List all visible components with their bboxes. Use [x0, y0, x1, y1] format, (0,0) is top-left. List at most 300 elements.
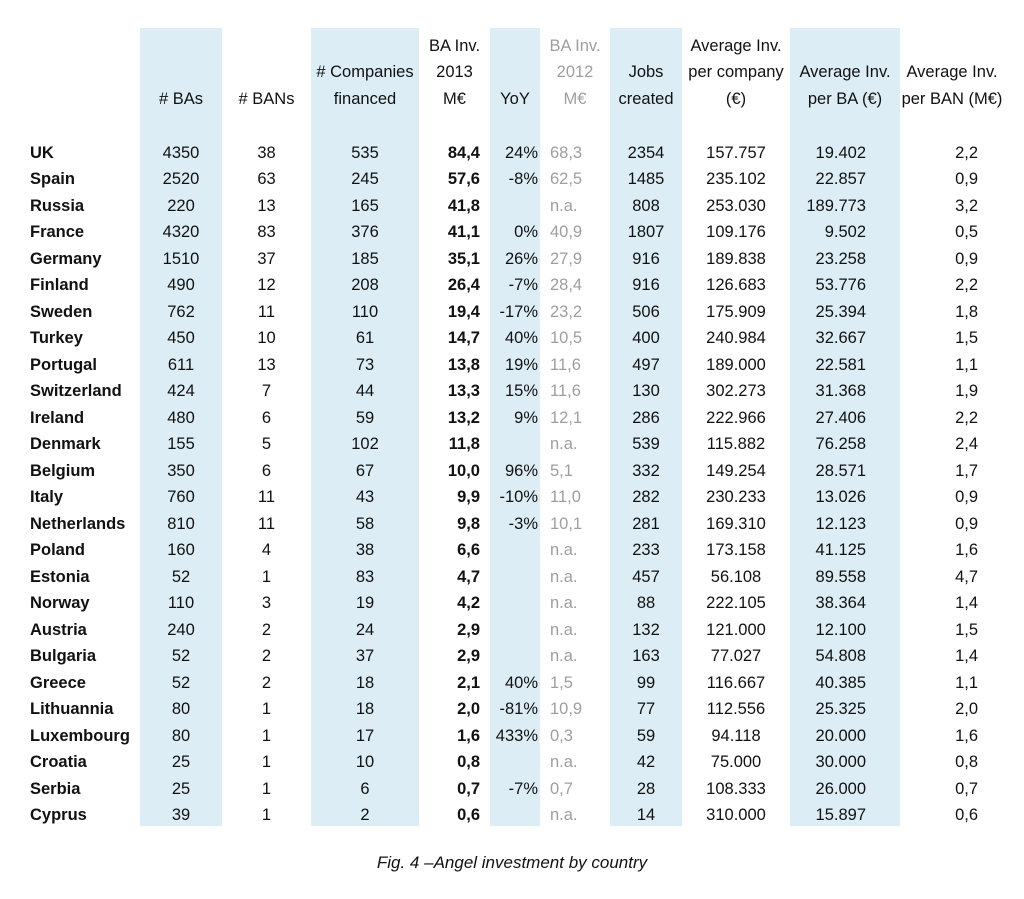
avg-company-cell: 169.310 [706, 514, 766, 533]
yoy-header: YoY [500, 89, 530, 108]
jobs-cell: 99 [636, 673, 656, 692]
table-row [18, 220, 1004, 247]
table-row [18, 458, 1004, 485]
table-row [18, 538, 1004, 565]
inv-2012-cell: 40,9 [550, 223, 583, 242]
avg-ban-cell: 1,6 [955, 726, 978, 745]
inv-2013-cell: 35,1 [447, 249, 480, 268]
avg-ban-cell: 0,8 [955, 753, 978, 772]
inv-2013-cell: 2,9 [457, 620, 480, 639]
jobs-cell: 916 [632, 276, 660, 295]
bas-cell: 155 [167, 435, 195, 454]
bas-cell: 52 [171, 647, 191, 666]
jobs-cell: 281 [632, 514, 660, 533]
country-cell: Portugal [30, 355, 97, 374]
inv-2012-cell: n.a. [550, 806, 578, 825]
bans-cell: 1 [261, 700, 272, 719]
country-cell: Luxembourg [30, 726, 130, 745]
jobs-cell: 233 [632, 541, 660, 560]
avg-ban-cell: 1,9 [955, 382, 978, 401]
avg-ba-cell: 20.000 [815, 726, 866, 745]
avg-ba-cell: 27.406 [815, 408, 866, 427]
inv-2013-cell: 13,2 [447, 408, 480, 427]
yoy-cell: -7% [508, 779, 538, 798]
avg-ban-cell: 1,4 [955, 647, 978, 666]
jobs-cell: 332 [632, 461, 660, 480]
avg-ba-cell: 54.808 [815, 647, 866, 666]
inv-2012-cell: n.a. [550, 541, 578, 560]
inv-2013-cell: 11,8 [448, 435, 480, 454]
bas-cell: 762 [167, 302, 195, 321]
avg-ba-cell: 9.502 [824, 223, 866, 242]
yoy-cell: -17% [499, 302, 538, 321]
country-cell: Belgium [30, 461, 96, 480]
yoy-cell: 26% [504, 249, 538, 268]
yoy-cell [490, 750, 540, 777]
bans-cell: 11 [257, 302, 276, 321]
table-row [18, 379, 1004, 406]
country-cell: Ireland [30, 408, 85, 427]
avg-company-cell: 77.027 [710, 647, 762, 666]
avg-company-cell: 302.273 [706, 382, 766, 401]
bas-cell: 760 [167, 488, 195, 507]
avg-ban-cell: 1,7 [955, 461, 978, 480]
bas-cell: 52 [171, 673, 191, 692]
inv-2012-cell: n.a. [550, 647, 578, 666]
avg-company-cell: 157.757 [706, 143, 766, 162]
inv-2013-cell: 4,2 [457, 594, 480, 613]
avg-ba-cell: 40.385 [815, 673, 866, 692]
table-row [18, 511, 1004, 538]
country-cell: Spain [30, 170, 75, 189]
inv-2013-cell: 2,0 [457, 700, 480, 719]
jobs-cell: 2354 [627, 143, 665, 162]
companies-cell: 24 [355, 620, 375, 639]
avg-company-cell: 235.102 [706, 170, 766, 189]
table-row [18, 326, 1004, 353]
inv-2013-cell: 19,4 [447, 302, 480, 321]
table-row [18, 617, 1004, 644]
country-cell: Greece [30, 673, 86, 692]
avg-company-cell: 116.667 [706, 673, 766, 692]
avg-ba-cell: 189.773 [806, 196, 866, 215]
jobs-cell: 539 [632, 435, 660, 454]
inv-2012-cell: 1,5 [550, 673, 573, 692]
avg-ba-cell: 22.857 [815, 170, 866, 189]
bas-cell: 1510 [162, 249, 200, 268]
avg-company-cell: 109.176 [706, 223, 766, 242]
bas-cell: 2520 [162, 170, 200, 189]
bas-cell: 25 [171, 779, 191, 798]
inv-2013-cell: 10,0 [447, 461, 480, 480]
yoy-cell: 9% [514, 408, 538, 427]
companies-cell: 19 [355, 594, 375, 613]
inv-2012-cell: n.a. [550, 567, 578, 586]
inv-2013-cell: 41,8 [447, 196, 480, 215]
bas-cell: 52 [171, 567, 191, 586]
inv-2012-cell: 23,2 [550, 302, 583, 321]
angel-investment-table [18, 30, 1004, 829]
table-row [18, 485, 1004, 512]
yoy-cell: 24% [504, 143, 538, 162]
country-cell: France [30, 223, 85, 242]
inv-2012-cell: 10,1 [550, 514, 583, 533]
avg-ban-cell: 1,5 [955, 329, 978, 348]
country-cell: Cyprus [30, 806, 87, 825]
bans-cell: 1 [261, 779, 272, 798]
jobs-cell: 1807 [627, 223, 665, 242]
table-row [18, 750, 1004, 777]
inv-2012-cell: 11,6 [550, 355, 581, 374]
bas-cell: 39 [171, 806, 191, 825]
country-header [18, 30, 140, 114]
inv-2012-cell: 10,5 [550, 329, 583, 348]
inv-2013-cell: 13,3 [447, 382, 480, 401]
country-cell: Germany [30, 249, 102, 268]
bans-cell: 2 [261, 647, 272, 666]
inv-2013-cell: 41,1 [447, 223, 480, 242]
avg-company-header: Average Inv. per company (€) [688, 36, 784, 108]
yoy-cell [490, 193, 540, 220]
yoy-cell [490, 617, 540, 644]
inv-2012-header: BA Inv. 2012 M€ [549, 36, 601, 108]
inv-2012-cell: 62,5 [550, 170, 583, 189]
table-row [18, 723, 1004, 750]
country-cell: Serbia [30, 779, 81, 798]
companies-cell: 2 [360, 806, 370, 825]
country-cell: Estonia [30, 567, 90, 586]
avg-ban-header: Average Inv. per BAN (M€) [901, 63, 1003, 108]
jobs-cell: 59 [636, 726, 656, 745]
avg-ban-cell: 2,0 [955, 700, 978, 719]
inv-2013-cell: 6,6 [457, 541, 480, 560]
avg-ba-cell: 22.581 [815, 355, 866, 374]
bas-cell: 4350 [162, 143, 200, 162]
inv-2013-cell: 0,6 [457, 806, 480, 825]
companies-cell: 73 [355, 355, 375, 374]
companies-cell: 102 [351, 435, 379, 454]
table-row [18, 167, 1004, 194]
companies-cell: 6 [360, 779, 370, 798]
avg-ban-cell: 2,4 [955, 435, 978, 454]
companies-cell: 58 [355, 514, 375, 533]
avg-ban-cell: 0,9 [955, 249, 978, 268]
companies-cell: 110 [351, 302, 379, 321]
avg-ban-cell: 0,7 [955, 779, 978, 798]
yoy-cell [490, 803, 540, 830]
avg-company-cell: 173.158 [706, 541, 766, 560]
companies-cell: 44 [355, 382, 375, 401]
header-row [18, 30, 1004, 114]
country-cell: Croatia [30, 753, 87, 772]
inv-2013-header: BA Inv. 2013 M€ [428, 36, 481, 108]
bans-cell: 37 [257, 249, 276, 268]
country-cell: Austria [30, 620, 87, 639]
yoy-cell: -3% [508, 514, 538, 533]
companies-cell: 67 [355, 461, 375, 480]
companies-cell: 185 [351, 249, 379, 268]
yoy-cell: -81% [499, 700, 538, 719]
avg-company-cell: 149.254 [706, 461, 766, 480]
jobs-cell: 457 [632, 567, 660, 586]
inv-2013-cell: 14,7 [447, 329, 480, 348]
inv-2012-cell: 11,0 [550, 488, 581, 507]
jobs-cell: 42 [636, 753, 656, 772]
jobs-cell: 506 [632, 302, 660, 321]
inv-2013-cell: 13,8 [447, 355, 480, 374]
avg-ba-cell: 12.100 [815, 620, 866, 639]
avg-ba-cell: 25.394 [815, 302, 866, 321]
jobs-cell: 14 [636, 806, 656, 825]
avg-company-cell: 189.838 [706, 249, 766, 268]
inv-2012-cell: n.a. [550, 196, 578, 215]
jobs-cell: 282 [632, 488, 660, 507]
jobs-cell: 88 [636, 594, 656, 613]
inv-2012-cell: 5,1 [550, 461, 573, 480]
avg-ban-cell: 0,6 [955, 806, 978, 825]
inv-2013-cell: 0,8 [457, 753, 480, 772]
bas-cell: 240 [167, 620, 195, 639]
avg-ba-cell: 53.776 [815, 276, 866, 295]
table-row [18, 140, 1004, 167]
inv-2012-cell: 68,3 [550, 143, 583, 162]
avg-company-cell: 121.000 [706, 620, 766, 639]
table-row [18, 246, 1004, 273]
companies-cell: 208 [351, 276, 379, 295]
avg-ba-cell: 28.571 [815, 461, 866, 480]
country-cell: Turkey [30, 329, 83, 348]
avg-ba-cell: 25.325 [815, 700, 866, 719]
yoy-cell: 40% [504, 673, 538, 692]
yoy-cell [490, 644, 540, 671]
yoy-cell [490, 538, 540, 565]
avg-company-cell: 75.000 [710, 753, 762, 772]
bas-cell: 490 [167, 276, 195, 295]
table-row [18, 591, 1004, 618]
bans-cell: 6 [261, 408, 272, 427]
country-cell: Russia [30, 196, 85, 215]
bas-cell: 80 [171, 726, 191, 745]
jobs-cell: 132 [632, 620, 660, 639]
avg-ba-cell: 31.368 [815, 382, 866, 401]
avg-ban-cell: 0,9 [955, 170, 978, 189]
table-row [18, 273, 1004, 300]
companies-cell: 38 [355, 541, 375, 560]
avg-ban-cell: 2,2 [955, 276, 978, 295]
bas-cell: 110 [167, 594, 195, 613]
avg-ba-cell: 26.000 [815, 779, 866, 798]
companies-cell: 59 [355, 408, 375, 427]
bas-cell: 480 [167, 408, 195, 427]
inv-2013-cell: 2,1 [457, 673, 480, 692]
bans-cell: 1 [261, 567, 272, 586]
avg-ban-cell: 0,9 [955, 514, 978, 533]
companies-cell: 37 [355, 647, 375, 666]
yoy-cell: 0% [514, 223, 538, 242]
table-row [18, 299, 1004, 326]
avg-ban-cell: 2,2 [955, 143, 978, 162]
avg-company-cell: 175.909 [706, 302, 766, 321]
inv-2013-cell: 84,4 [447, 143, 480, 162]
inv-2012-cell: 0,7 [550, 779, 573, 798]
bas-cell: 80 [171, 700, 191, 719]
inv-2012-cell: 11,6 [550, 382, 581, 401]
avg-ba-cell: 32.667 [815, 329, 866, 348]
country-cell: Netherlands [30, 514, 126, 533]
companies-cell: 18 [355, 700, 375, 719]
table-row [18, 670, 1004, 697]
table-row [18, 776, 1004, 803]
inv-2013-cell: 2,9 [457, 647, 480, 666]
bans-cell: 3 [261, 594, 272, 613]
inv-2013-cell: 0,7 [457, 779, 480, 798]
bas-cell: 810 [167, 514, 195, 533]
avg-company-cell: 56.108 [710, 567, 762, 586]
inv-2012-cell: n.a. [550, 753, 578, 772]
avg-company-cell: 112.556 [706, 700, 766, 719]
table-row [18, 803, 1004, 830]
companies-cell: 83 [355, 567, 375, 586]
avg-ba-cell: 38.364 [815, 594, 866, 613]
jobs-cell: 400 [632, 329, 660, 348]
avg-ban-cell: 0,5 [955, 223, 978, 242]
bans-cell: 4 [261, 541, 272, 560]
table-row [18, 432, 1004, 459]
avg-ban-cell: 0,9 [955, 488, 978, 507]
companies-cell: 10 [355, 753, 375, 772]
companies-cell: 61 [355, 329, 375, 348]
avg-ba-cell: 76.258 [815, 435, 866, 454]
yoy-cell [490, 564, 540, 591]
yoy-cell: -7% [508, 276, 538, 295]
country-cell: Sweden [30, 302, 93, 321]
inv-2012-cell: n.a. [550, 435, 578, 454]
avg-ba-cell: 15.897 [815, 806, 866, 825]
bans-cell: 1 [261, 753, 272, 772]
bas-cell: 611 [167, 355, 195, 374]
yoy-cell: 15% [504, 382, 538, 401]
bans-cell: 5 [261, 435, 272, 454]
avg-ba-cell: 30.000 [815, 753, 866, 772]
avg-ba-cell: 12.123 [815, 514, 866, 533]
avg-ba-cell: 19.402 [815, 143, 866, 162]
yoy-cell [490, 432, 540, 459]
bans-cell: 1 [261, 726, 272, 745]
avg-company-cell: 189.000 [706, 355, 766, 374]
jobs-header: Jobs created [618, 63, 674, 108]
figure-caption: Fig. 4 –Angel investment by country [376, 853, 648, 872]
companies-cell: 18 [355, 673, 375, 692]
inv-2013-cell: 9,8 [457, 514, 480, 533]
bans-cell: 12 [257, 276, 276, 295]
yoy-cell: -8% [508, 170, 538, 189]
country-cell: Italy [30, 488, 64, 507]
bans-cell: 63 [257, 170, 276, 189]
country-cell: Bulgaria [30, 647, 97, 666]
bans-cell: 13 [257, 355, 276, 374]
bans-cell: 38 [257, 143, 276, 162]
bans-header: # BANs [238, 89, 295, 108]
table-row [18, 564, 1004, 591]
bas-header: # BAs [158, 89, 204, 108]
companies-cell: 245 [351, 170, 379, 189]
companies-cell: 376 [351, 223, 379, 242]
yoy-cell: 433% [495, 726, 538, 745]
companies-cell: 17 [355, 726, 375, 745]
avg-ba-cell: 23.258 [815, 249, 866, 268]
bans-cell: 11 [257, 514, 276, 533]
jobs-cell: 497 [632, 355, 660, 374]
table-row [18, 352, 1004, 379]
jobs-cell: 808 [632, 196, 660, 215]
jobs-cell: 130 [632, 382, 660, 401]
country-cell: Norway [30, 594, 90, 613]
table-row [18, 405, 1004, 432]
bas-cell: 4320 [162, 223, 200, 242]
bas-cell: 160 [167, 541, 195, 560]
bans-cell: 13 [257, 196, 276, 215]
country-cell: Poland [30, 541, 86, 560]
avg-ba-header: Average Inv. per BA (€) [799, 63, 891, 108]
avg-company-cell: 126.683 [706, 276, 766, 295]
bans-cell: 2 [261, 673, 272, 692]
bans-cell: 7 [261, 382, 272, 401]
inv-2013-cell: 57,6 [447, 170, 480, 189]
avg-company-cell: 222.966 [706, 408, 766, 427]
inv-2012-cell: 28,4 [550, 276, 583, 295]
jobs-cell: 1485 [627, 170, 665, 189]
jobs-cell: 28 [636, 779, 656, 798]
avg-company-cell: 240.984 [706, 329, 766, 348]
bans-cell: 6 [261, 461, 272, 480]
yoy-cell: 96% [504, 461, 538, 480]
avg-company-cell: 94.118 [711, 726, 761, 745]
avg-company-cell: 253.030 [706, 196, 766, 215]
avg-ba-cell: 13.026 [815, 488, 866, 507]
table-row [18, 697, 1004, 724]
country-cell: Lithuannia [30, 700, 114, 719]
avg-ban-cell: 1,5 [955, 620, 978, 639]
bas-cell: 350 [167, 461, 195, 480]
yoy-cell: 19% [504, 355, 538, 374]
table-body [18, 140, 1004, 829]
avg-company-cell: 230.233 [706, 488, 766, 507]
bas-cell: 424 [167, 382, 195, 401]
avg-company-cell: 108.333 [706, 779, 766, 798]
bans-cell: 83 [257, 223, 276, 242]
companies-header: # Companies financed [316, 63, 414, 108]
avg-ban-cell: 3,2 [955, 196, 978, 215]
inv-2012-cell: 27,9 [550, 249, 583, 268]
country-cell: Denmark [30, 435, 101, 454]
avg-ban-cell: 1,1 [955, 673, 978, 692]
bans-cell: 1 [261, 806, 272, 825]
avg-ban-cell: 1,8 [955, 302, 978, 321]
avg-ban-cell: 2,2 [955, 408, 978, 427]
avg-company-cell: 310.000 [706, 806, 766, 825]
bans-cell: 11 [257, 488, 276, 507]
inv-2013-cell: 26,4 [447, 276, 480, 295]
bas-cell: 220 [167, 196, 195, 215]
avg-ban-cell: 1,1 [955, 355, 978, 374]
avg-ban-cell: 4,7 [955, 567, 978, 586]
country-cell: Switzerland [30, 382, 122, 401]
bans-cell: 2 [261, 620, 272, 639]
companies-cell: 165 [351, 196, 379, 215]
table-row [18, 193, 1004, 220]
avg-ba-cell: 41.125 [815, 541, 866, 560]
bas-cell: 25 [171, 753, 191, 772]
